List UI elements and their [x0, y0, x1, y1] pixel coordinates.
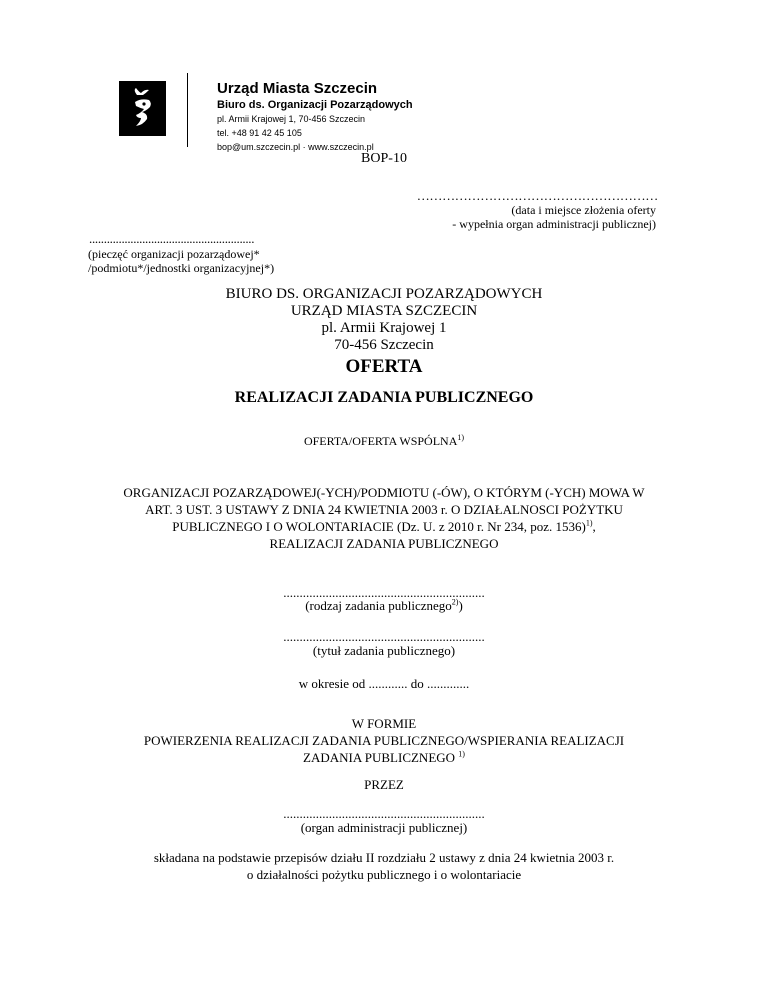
form-line3-text: ZADANIA PUBLICZNEGO: [303, 750, 456, 765]
authority-line: ..............................................................: [283, 806, 485, 821]
org-phone: tel. +48 91 42 45 105: [217, 128, 302, 138]
form-line1: W FORMIE: [351, 716, 417, 731]
recipient-line1: BIURO DS. ORGANIZACJI POZARZĄDOWYCH: [225, 286, 543, 302]
date-field-note: [452, 203, 656, 231]
by-label: PRZEZ: [364, 777, 404, 792]
department-name: Biuro ds. Organizacji Pozarządowych: [217, 99, 413, 111]
stamp-note-line1: (pieczęć organizacji pozarządowej*: [88, 247, 260, 261]
offer-type-footnote: 1): [457, 433, 465, 442]
org-header: [217, 80, 413, 154]
form-line3: [90, 749, 678, 766]
date-field-line: …………………………………………………: [416, 188, 658, 203]
offer-type: [0, 434, 768, 449]
form-code: BOP-10: [361, 151, 407, 166]
legal-line3: [70, 518, 698, 535]
submission-line2: o działalności pożytku publicznego i o wolontariacie: [246, 867, 522, 882]
task-title-caption: (tytuł zadania publicznego): [312, 643, 456, 658]
legal-line3-end: ,: [592, 519, 596, 534]
submission-basis: [60, 849, 708, 883]
stamp-field-line: ........................................................: [89, 231, 255, 246]
legal-line2: ART. 3 UST. 3 USTAWY Z DNIA 24 KWIETNIA 2003 r. O DZIAŁALNOSCI POŻYTKU: [145, 502, 623, 517]
form-of-task: [90, 715, 678, 766]
org-contact: bop@um.szczecin.pl · www.szczecin.pl: [217, 142, 374, 152]
recipient-address: [0, 286, 768, 354]
org-name: Urząd Miasta Szczecin: [217, 80, 378, 97]
task-type-label-end: ): [458, 598, 463, 613]
task-type-label: (rodzaj zadania publicznego: [305, 598, 452, 613]
form-line2: POWIERZENIA REALIZACJI ZADANIA PUBLICZNEGO/WSPIERANIA REALIZACJI: [143, 733, 625, 748]
task-type-caption: [0, 598, 768, 614]
header-divider: [187, 73, 188, 147]
form-line3-footnote: 1): [458, 749, 465, 759]
authority-caption: (organ administracji publicznej): [300, 820, 468, 835]
task-title-line: ..............................................................: [283, 629, 485, 644]
recipient-line4: 70-456 Szczecin: [334, 337, 434, 353]
city-logo-icon: [119, 81, 166, 136]
date-note-line1: (data i miejsce złożenia oferty: [511, 203, 656, 217]
document-title: OFERTA: [345, 356, 423, 377]
date-note-line2: - wypełnia organ administracji publicznej): [452, 217, 656, 231]
stamp-note-line2: /podmiotu*/jednostki organizacyjnej*): [88, 261, 275, 275]
task-type-footnote: 2): [451, 597, 459, 607]
recipient-line2: URZĄD MIASTA SZCZECIN: [290, 303, 478, 319]
legal-basis: [70, 484, 698, 552]
submission-line1: składana na podstawie przepisów działu II rozdziału 2 ustawy z dnia 24 kwietnia 2003 r.: [153, 850, 615, 865]
legal-line4: REALIZACJI ZADANIA PUBLICZNEGO: [269, 536, 499, 551]
legal-line1: ORGANIZACJI POZARZĄDOWEJ(-YCH)/PODMIOTU (-ÓW), O KTÓRYM (-YCH) MOWA W: [123, 485, 645, 500]
period-line: w okresie od ............ do .............: [298, 676, 470, 691]
stamp-field-note: [88, 247, 274, 275]
document-subtitle: REALIZACJI ZADANIA PUBLICZNEGO: [234, 389, 534, 406]
offer-type-text: OFERTA/OFERTA WSPÓLNA: [303, 434, 458, 448]
legal-line3-text: PUBLICZNEGO I O WOLONTARIACIE (Dz. U. z 2010 r. Nr 234, poz. 1536): [172, 519, 586, 534]
recipient-line3: pl. Armii Krajowej 1: [321, 320, 447, 336]
org-address: pl. Armii Krajowej 1, 70-456 Szczecin: [217, 114, 366, 124]
task-type-line: ..............................................................: [283, 585, 485, 600]
legal-line3-footnote: 1): [585, 518, 593, 528]
